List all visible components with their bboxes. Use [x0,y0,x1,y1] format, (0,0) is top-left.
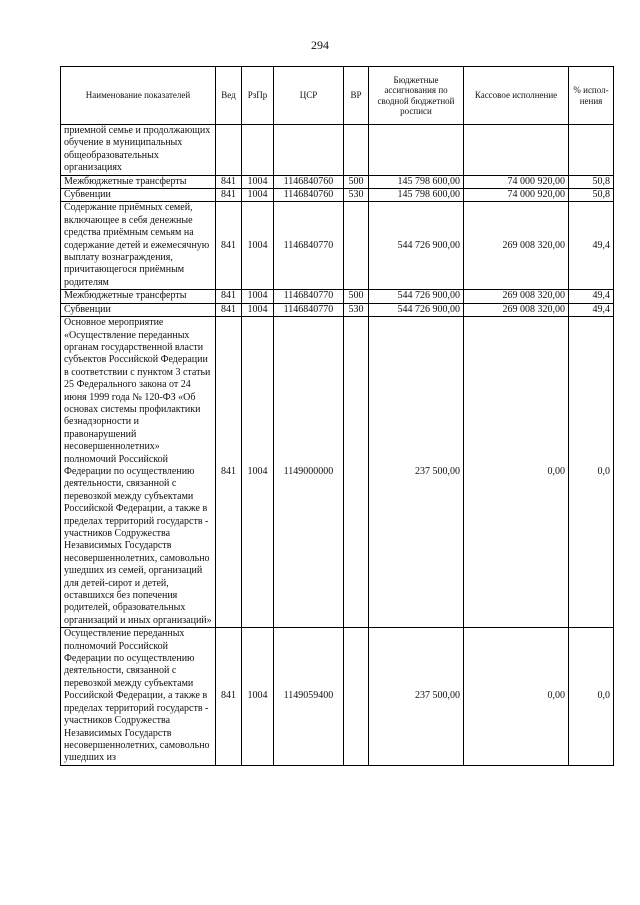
row-csr: 1146840770 [274,202,344,290]
row-ved: 841 [216,189,242,202]
row-budget: 145 798 600,00 [369,189,464,202]
row-csr: 1146840760 [274,175,344,188]
row-cash: 269 008 320,00 [464,303,569,316]
row-cash: 269 008 320,00 [464,290,569,303]
row-cash: 269 008 320,00 [464,202,569,290]
row-percent: 49,4 [569,303,614,316]
row-ved: 841 [216,303,242,316]
row-percent [569,125,614,176]
row-vr [344,628,369,765]
row-name: Основное мероприятие «Осуществление переданных органам государственной власти субъектов Российской Федерации в соответствии с пунктом 3 статьи 25 Федерального закона от 24 июня 1999 года № 120-ФЗ «Об основах системы профилактики безнадзорности и правонарушений несовершеннолетних» полномочий Российской Федерации по осуществлению деятельности, связанной с перевозкой между субъектами Российской Федерации, а также в пределах территорий государств - участников Содружества Независимых Государств несовершеннолетних, самовольно ушедших из семей, организаций для детей-сирот и детей, оставшихся без попечения родителей, образовательных организаций и иных организаций» [61,317,216,628]
table-row [61,290,614,303]
row-name: Межбюджетные трансферты [61,175,216,188]
row-budget: 544 726 900,00 [369,290,464,303]
row-cash: 0,00 [464,628,569,765]
row-name: Содержание приёмных семей, включающее в себя денежные средства приёмным семьям на содержание детей и ежемесячную выплату вознаграждения, причитающегося приёмным родителям [61,202,216,290]
row-ved: 841 [216,317,242,628]
row-name: Межбюджетные трансферты [61,290,216,303]
row-csr: 1149059400 [274,628,344,765]
row-cash: 74 000 920,00 [464,175,569,188]
row-csr [274,125,344,176]
row-name: приемной семье и продолжающих обучение в муниципальных общеобразовательных организациях [61,125,216,176]
row-vr [344,317,369,628]
row-budget: 544 726 900,00 [369,202,464,290]
row-csr: 1146840770 [274,303,344,316]
row-ved: 841 [216,202,242,290]
header-rzpr: РзПр [242,67,274,125]
table-header-row [61,67,614,125]
row-cash: 74 000 920,00 [464,189,569,202]
row-vr: 530 [344,303,369,316]
table-row [61,628,614,765]
row-vr [344,202,369,290]
row-percent: 49,4 [569,290,614,303]
header-percent: % испол-нения [569,67,614,125]
row-rzpr: 1004 [242,202,274,290]
row-budget: 237 500,00 [369,317,464,628]
row-rzpr: 1004 [242,317,274,628]
row-name: Осуществление переданных полномочий Российской Федерации по осуществлению деятельности, связанной с перевозкой между субъектами Российской Федерации, а также в пределах территорий государств - участников Содружества Независимых Государств несовершеннолетних, самовольно ушедших из [61,628,216,765]
row-name: Субвенции [61,189,216,202]
row-vr: 530 [344,189,369,202]
row-csr: 1146840770 [274,290,344,303]
row-percent: 0,0 [569,317,614,628]
header-cash: Кассовое исполнение [464,67,569,125]
row-vr [344,125,369,176]
row-csr: 1149000000 [274,317,344,628]
budget-execution-table [60,66,614,766]
row-csr: 1146840760 [274,189,344,202]
row-cash: 0,00 [464,317,569,628]
header-csr: ЦСР [274,67,344,125]
row-ved [216,125,242,176]
row-vr: 500 [344,290,369,303]
row-rzpr: 1004 [242,189,274,202]
table-row [61,303,614,316]
row-ved: 841 [216,628,242,765]
row-ved: 841 [216,290,242,303]
table-row [61,317,614,628]
row-name: Субвенции [61,303,216,316]
row-rzpr: 1004 [242,175,274,188]
header-ved: Вед [216,67,242,125]
row-budget: 544 726 900,00 [369,303,464,316]
header-vr: ВР [344,67,369,125]
row-percent: 49,4 [569,202,614,290]
row-budget: 237 500,00 [369,628,464,765]
table-row [61,202,614,290]
header-name: Наименование показателей [61,67,216,125]
row-rzpr: 1004 [242,303,274,316]
table-row [61,125,614,176]
row-percent: 0,0 [569,628,614,765]
row-rzpr: 1004 [242,290,274,303]
row-budget: 145 798 600,00 [369,175,464,188]
row-vr: 500 [344,175,369,188]
row-rzpr [242,125,274,176]
page-number: 294 [311,38,329,52]
row-percent: 50,8 [569,175,614,188]
header-budget: Бюджетные ассигнования по сводной бюджетной росписи [369,67,464,125]
row-budget [369,125,464,176]
table-row [61,175,614,188]
table-row [61,189,614,202]
row-percent: 50,8 [569,189,614,202]
row-rzpr: 1004 [242,628,274,765]
row-ved: 841 [216,175,242,188]
row-cash [464,125,569,176]
